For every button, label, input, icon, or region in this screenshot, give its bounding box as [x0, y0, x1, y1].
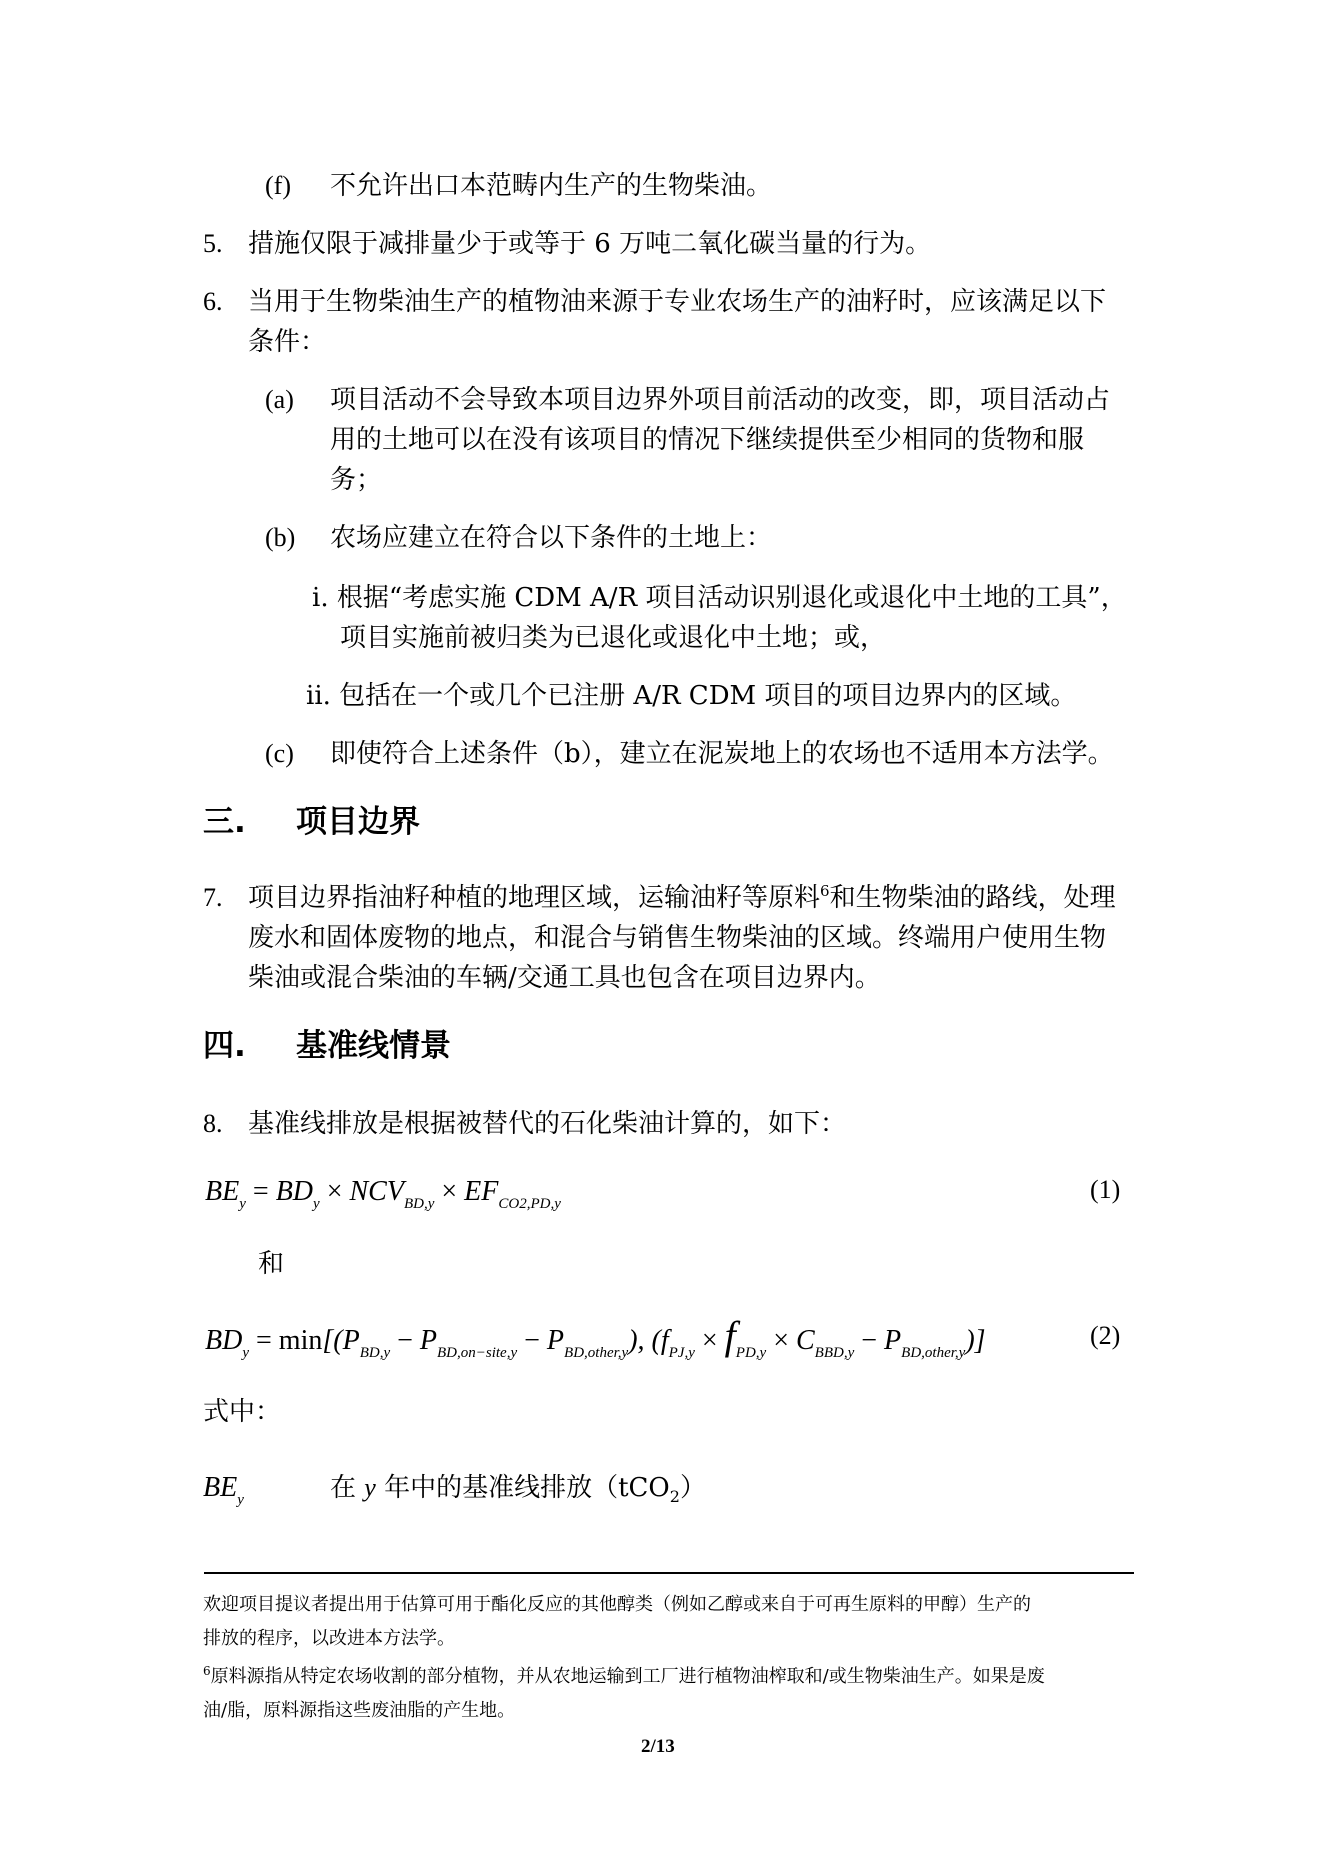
- para-5-text: 措施仅限于减排量少于或等于 6 万吨二氧化碳当量的行为。: [248, 229, 932, 259]
- item-a-label: (a): [265, 385, 294, 414]
- para-7-label: 7.: [203, 883, 223, 912]
- para-7-line2: 废水和固体废物的地点，和混合与销售生物柴油的区域。终端用户使用生物: [248, 923, 1107, 953]
- para-5-label: 5.: [203, 229, 223, 258]
- item-f-label: (f): [265, 171, 291, 200]
- para-7-line1a: 项目边界指油籽种植的地理区域，运输油籽等原料: [248, 883, 821, 913]
- para-6-label: 6.: [203, 287, 223, 316]
- item-c-label: (c): [265, 739, 294, 768]
- section-4-title: 基准线情景: [296, 1028, 451, 1064]
- para-7-line3: 柴油或混合柴油的车辆/交通工具也包含在项目边界内。: [248, 963, 881, 993]
- footnote-6-line1: $^6$原料源指从特定农场收割的部分植物，并从农地运输到工厂进行植物油榨取和/或生物柴油生产。如果是废: [203, 1664, 1045, 1687]
- footnote-5-line1: 欢迎项目提议者提出用于估算可用于酯化反应的其他醇类（例如乙醇或来自于可再生原料的甲醇）生产的: [203, 1594, 1031, 1615]
- section-3-number: 三.: [203, 804, 246, 840]
- item-b-label: (b): [265, 523, 296, 552]
- para-7-line1b: 和生物柴油的路线，处理: [829, 883, 1116, 913]
- footnote-ref-6[interactable]: 6: [820, 882, 830, 900]
- equation-2-number: (2): [1090, 1321, 1121, 1350]
- para-6-line2: 条件：: [248, 327, 327, 357]
- equation-1: $BE_y = BD_y \times NCV_{BD,y} \times EF_{CO2,PD,y}$: [205, 1176, 561, 1212]
- para-8-label: 8.: [203, 1109, 223, 1138]
- where-text: 式中：: [203, 1397, 282, 1427]
- item-a-line1: 项目活动不会导致本项目边界外项目前活动的改变，即，项目活动占: [330, 385, 1111, 415]
- section-4-number: 四.: [203, 1028, 246, 1064]
- para-8-text: 基准线排放是根据被替代的石化柴油计算的，如下：: [248, 1109, 847, 1139]
- footnote-5-line2: 排放的程序，以改进本方法学。: [203, 1628, 455, 1649]
- item-c-text: 即使符合上述条件（b），建立在泥炭地上的农场也不适用本方法学。: [330, 739, 1114, 769]
- para-6-line1: 当用于生物柴油生产的植物油来源于专业农场生产的油籽时，应该满足以下: [248, 287, 1107, 317]
- item-a-line2: 用的土地可以在没有该项目的情况下继续提供至少相同的货物和服: [330, 425, 1085, 455]
- def-be-text: 在 y 年中的基准线排放（tCO$_2$）: [330, 1473, 706, 1507]
- footnote-divider: [204, 1572, 1134, 1574]
- footnote-6-line2: 油/脂，原料源指这些废油脂的产生地。: [203, 1700, 516, 1721]
- item-b-text: 农场应建立在符合以下条件的土地上：: [330, 523, 773, 553]
- para-7-line1: [248, 878, 1116, 918]
- item-a-line3: 务；: [330, 465, 383, 495]
- subitem-i-line1: i. 根据“考虑实施 CDM A/R 项目活动识别退化或退化中土地的工具”，: [312, 583, 1127, 613]
- equation-1-number: (1): [1090, 1175, 1121, 1204]
- item-f-text: 不允许出口本范畴内生产的生物柴油。: [330, 171, 773, 201]
- subitem-ii-line: ii. 包括在一个或几个已注册 A/R CDM 项目的项目边界内的区域。: [306, 681, 1077, 711]
- and-text: 和: [258, 1249, 285, 1279]
- def-be-symbol: $BE_y$: [203, 1472, 244, 1508]
- page-number: 2/13: [641, 1736, 675, 1757]
- equation-2: $BD_y = \min[(P_{BD,y} - P_{BD,on-site,y} - P_{BD,other,y})$, $(f_{PJ,y} \times f_{PD,y} \times C_{BBD,y} - P_{BD,other,y})$]: [205, 1313, 986, 1361]
- subitem-i-line2: 项目实施前被归类为已退化或退化中土地；或，: [340, 623, 887, 653]
- section-3-title: 项目边界: [296, 804, 420, 840]
